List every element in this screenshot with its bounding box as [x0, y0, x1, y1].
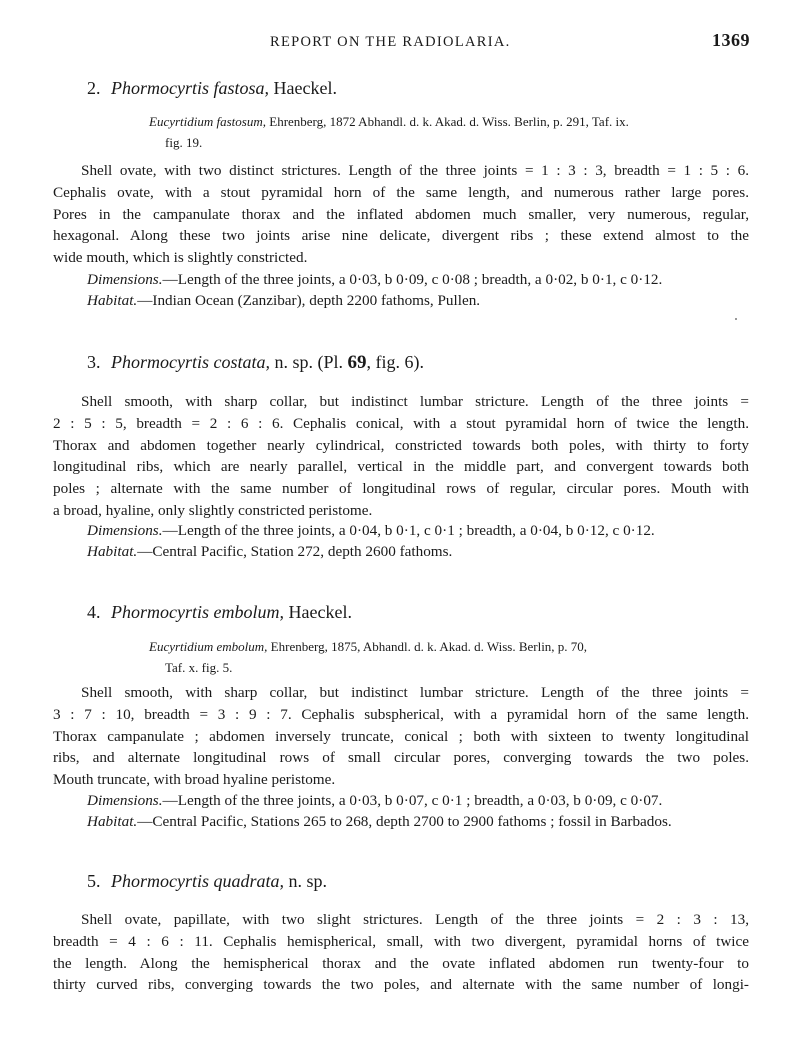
dimensions: Dimensions.—Length of the three joints, a 0·03, b 0·07, c 0·1 ; breadth, a 0·03, b 0·09, c 0·07. [87, 792, 663, 809]
species-description: Shell smooth, with sharp collar, but indistinct lumbar stricture. Length of the three joints = 3 : 7 : 10, breadth = 3 : 9 : 7. Cephalis subspherical, with a pyramidal horn of the same length. Thorax campanulate ; abdomen inversely truncate, conical ; both with sixteen to twenty longitudinal ribs, and alternate longitudinal rows of small circular pores, converging towards the two poles. Mouth truncate, with broad hyaline peristome. [53, 684, 749, 789]
page-number: 1369 [712, 30, 750, 50]
species-heading: 4. Phormocyrtis embolum, Haeckel. [87, 602, 352, 622]
margin-mark [735, 318, 737, 320]
habitat: Habitat.—Central Pacific, Station 272, depth 2600 fathoms. [87, 543, 453, 560]
species-description: Shell ovate, with two distinct strictures. Length of the three joints = 1 : 3 : 3, breadth = 1 : 5 : 6. Cephalis ovate, with a stout pyramidal horn of the same length, and numerous rather large pores. Pores in the campanulate thorax and the inflated abdomen much smaller, very numerous, regular, hexagonal. Along these two joints arise nine delicate, divergent ribs ; these extend almost to the wide mouth, which is slightly constricted. [53, 162, 749, 267]
synonymy: Eucyrtidium fastosum, Ehrenberg, 1872 Abhandl. d. k. Akad. d. Wiss. Berlin, p. 291, Taf. ix. fig. 19. [149, 114, 629, 150]
species-description: Shell ovate, papillate, with two slight strictures. Length of the three joints = 2 : 3 : 13, breadth = 4 : 6 : 11. Cephalis hemispherical, small, with two divergent, pyramidal horns of twice the length. Along the hemispherical thorax and the ovate inflated abdomen run twenty-four to thirty curved ribs, converging towards the two poles, and alternate with the same number of longi- [53, 911, 749, 994]
species-heading: 5. Phormocyrtis quadrata, n. sp. [87, 871, 328, 891]
running-title: REPORT ON THE RADIOLARIA. [270, 34, 511, 50]
synonymy: Eucyrtidium embolum, Ehrenberg, 1875, Abhandl. d. k. Akad. d. Wiss. Berlin, p. 70, Taf. x. fig. 5. [149, 639, 588, 675]
habitat: Habitat.—Indian Ocean (Zanzibar), depth 2200 fathoms, Pullen. [87, 292, 481, 309]
dimensions: Dimensions.—Length of the three joints, a 0·04, b 0·1, c 0·1 ; breadth, a 0·04, b 0·12, c 0·12. [87, 522, 655, 539]
species-description: Shell smooth, with sharp collar, but indistinct lumbar stricture. Length of the three joints = 2 : 5 : 5, breadth = 2 : 6 : 6. Cephalis conical, with a stout pyramidal horn of twice the length. Thorax and abdomen together nearly cylindrical, constricted towards both poles, with thirty to forty longitudinal ribs, which are nearly parallel, vertical in the middle part, and convergent towards both poles ; alternate with the same number of longitudinal rows of regular, circular pores. Mouth with a broad, hyaline, only slightly constricted peristome. [53, 393, 749, 519]
dimensions: Dimensions.—Length of the three joints, a 0·03, b 0·09, c 0·08 ; breadth, a 0·02, b 0·1, c 0·12. [87, 271, 663, 288]
habitat: Habitat.—Central Pacific, Stations 265 to 268, depth 2700 to 2900 fathoms ; fossil in Barbados. [87, 813, 672, 830]
species-heading: 2. Phormocyrtis fastosa, Haeckel. [87, 78, 337, 98]
species-heading: 3. Phormocyrtis costata, n. sp. (Pl. 69, fig. 6). [87, 352, 425, 373]
